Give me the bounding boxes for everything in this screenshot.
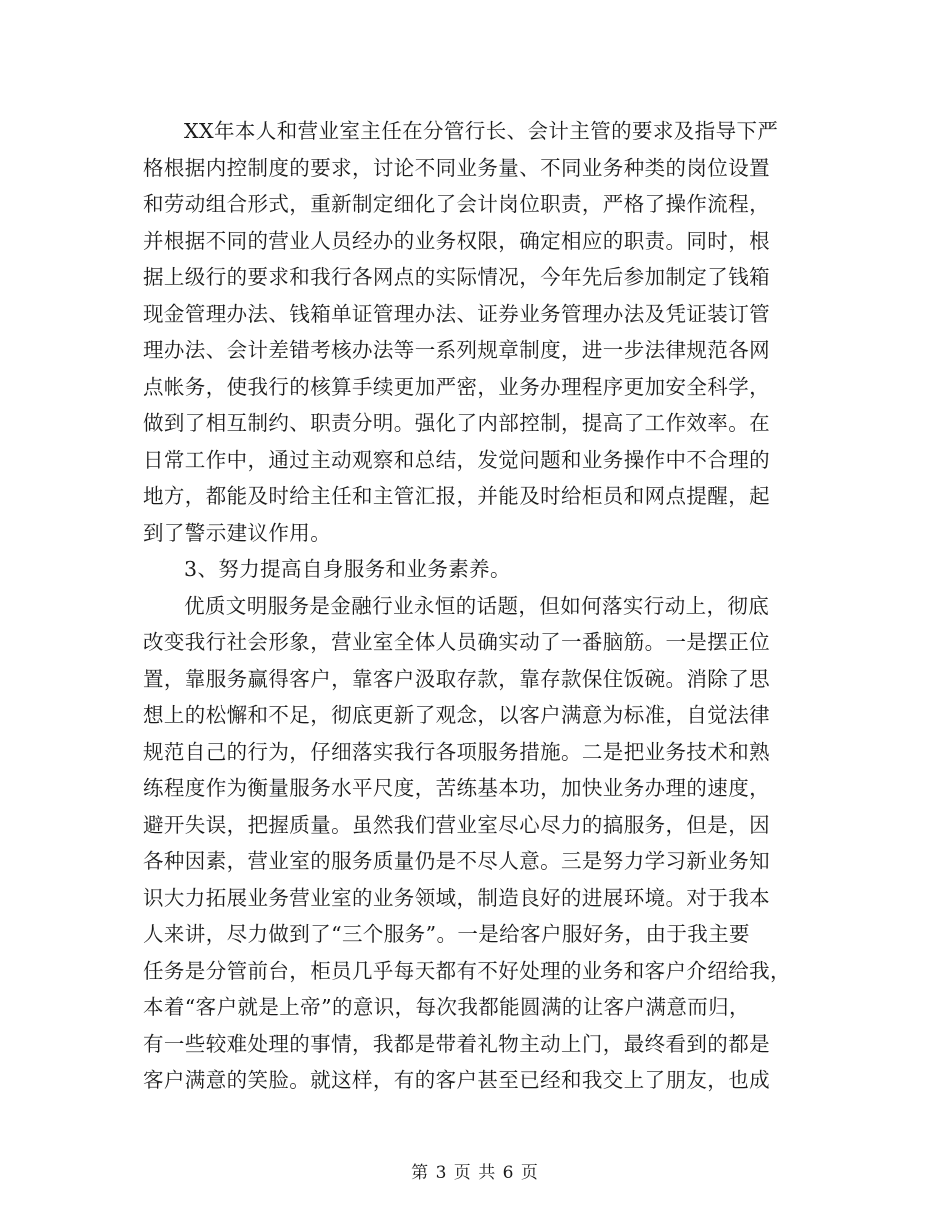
- paragraph-line: 优质文明服务是金融行业永恒的话题，但如何落实行动上，彻底: [184, 593, 770, 618]
- paragraph-line: 想上的松懈和不足，彻底更新了观念，以客户满意为标准，自觉法律: [143, 703, 770, 727]
- section-heading: 3、努力提高自身服务和业务素养。: [184, 557, 511, 581]
- footer-prefix: 第: [411, 1163, 430, 1183]
- paragraph-line: 日常工作中，通过主动观察和总结，发觉问题和业务操作中不合理的: [143, 447, 770, 472]
- paragraph-line: 任务是分管前台，柜员几乎每天都有不好处理的业务和客户介绍给我，: [143, 958, 791, 983]
- paragraph-line: 规范自己的行为，仔细落实我行各项服务措施。二是把业务技术和熟: [143, 739, 770, 764]
- paragraph-line: 做到了相互制约、职责分明。强化了内部控制，提高了工作效率。在: [143, 411, 770, 435]
- paragraph-line: 各种因素，营业室的服务质量仍是不尽人意。三是努力学习新业务知: [143, 849, 770, 873]
- total-page-count: 6: [502, 1163, 515, 1183]
- page-footer: [0, 1158, 950, 1183]
- paragraph-line: 现金管理办法、钱箱单证管理办法、证券业务管理办法及凭证装订管: [143, 301, 770, 326]
- footer-suffix: 页: [520, 1163, 539, 1183]
- paragraph-line: 地方，都能及时给主任和主管汇报，并能及时给柜员和网点提醒，起: [143, 484, 770, 508]
- paragraph-line: 置，靠服务赢得客户，靠客户汲取存款，靠存款保住饭碗。消除了思: [143, 666, 770, 691]
- paragraph-line: 客户满意的笑脸。就这样，有的客户甚至已经和我交上了朋友，也成: [143, 1068, 770, 1092]
- paragraph-line: 格根据内控制度的要求，讨论不同业务量、不同业务种类的岗位设置: [143, 155, 770, 180]
- paragraph-line: 识大力拓展业务营业室的业务领域，制造良好的进展环境。对于我本: [143, 885, 770, 910]
- paragraph-line: 避开失误，把握质量。虽然我们营业室尽心尽力的搞服务，但是，因: [143, 812, 770, 837]
- paragraph-line: 并根据不同的营业人员经办的业务权限，确定相应的职责。同时，根: [143, 228, 770, 253]
- paragraph-line: XX年本人和营业室主任在分管行长、会计主管的要求及指导下严: [184, 119, 779, 143]
- paragraph-line: 点帐务，使我行的核算手续更加严密，业务办理程序更加安全科学，: [143, 374, 770, 399]
- paragraph-line: 人来讲，尽力做到了“三个服务”。一是给客户服好务，由于我主要: [143, 922, 750, 946]
- paragraph-line: 和劳动组合形式，重新制定细化了会计岗位职责，严格了操作流程，: [143, 192, 770, 216]
- paragraph-line: 有一些较难处理的事情，我都是带着礼物主动上门，最终看到的都是: [143, 1031, 770, 1056]
- paragraph-line: 理办法、会计差错考核办法等一系列规章制度，进一步法律规范各网: [143, 338, 770, 362]
- body-text: [143, 113, 803, 1099]
- paragraph-line: 据上级行的要求和我行各网点的实际情况，今年先后参加制定了钱箱: [143, 265, 770, 289]
- paragraph-line: 到了警示建议作用。: [143, 520, 332, 545]
- footer-middle: 页 共: [453, 1163, 497, 1183]
- paragraph-line: 本着“客户就是上帝”的意识，每次我都能圆满的让客户满意而归，: [143, 995, 750, 1019]
- paragraph-line: 练程度作为衡量服务水平尺度，苦练基本功，加快业务办理的速度，: [143, 776, 770, 800]
- current-page-number: 3: [435, 1163, 448, 1183]
- paragraph-line: 改变我行社会形象，营业室全体人员确实动了一番脑筋。一是摆正位: [143, 630, 770, 654]
